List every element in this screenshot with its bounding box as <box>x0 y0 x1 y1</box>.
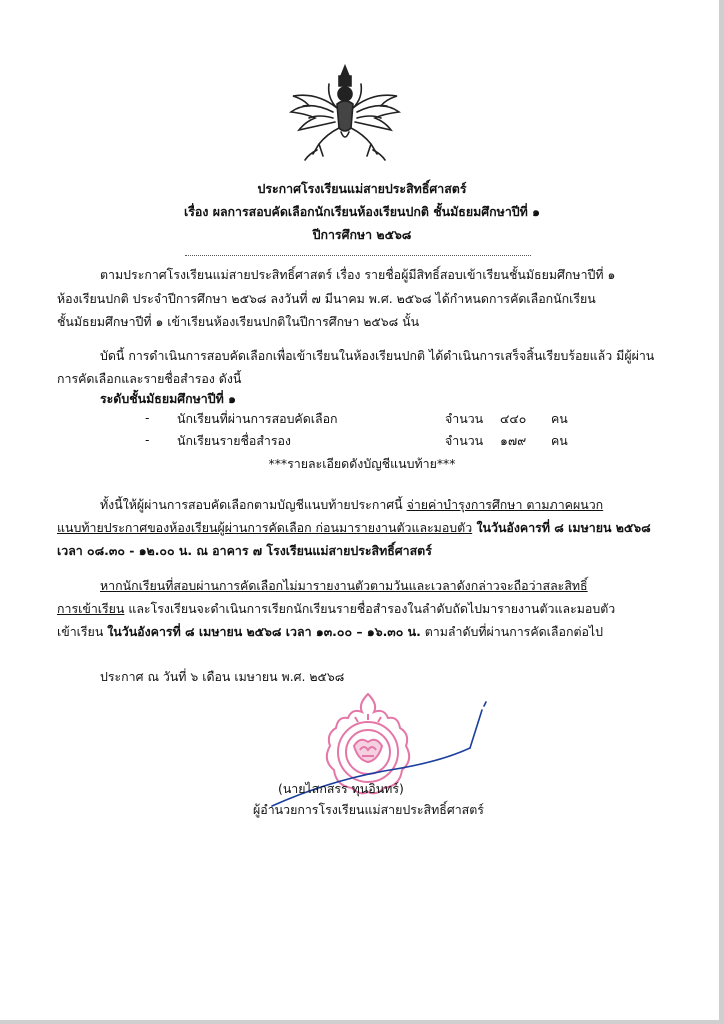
list-count-word: จำนวน <box>445 433 484 448</box>
para4-text: ตามลำดับที่ผ่านการคัดเลือกต่อไป <box>420 624 604 639</box>
para4-line3 <box>57 623 603 642</box>
announcement-title: ประกาศโรงเรียนแม่สายประสิทธิ์ศาสตร์ <box>257 181 467 196</box>
list-unit: คน <box>551 433 568 448</box>
details-note: ***รายละเอียดดังบัญชีแนบท้าย*** <box>268 456 456 471</box>
announce-date: ประกาศ ณ วันที่ ๖ เดือน เมษายน พ.ศ. ๒๕๖๘ <box>100 669 345 684</box>
para2-line2: การคัดเลือกและรายชื่อสำรอง ดังนี้ <box>57 371 242 386</box>
para4-date-bold: ในวันอังคารที่ ๘ เมษายน ๒๕๖๘ เวลา ๑๓.๐๐ – ๑๖.๓๐ น. <box>107 624 421 639</box>
para3-line1 <box>100 496 603 515</box>
header-divider <box>185 255 531 256</box>
para3-fee-underlined: จ่ายค่าบำรุงการศึกษา ตามภาคผนวก <box>406 497 604 512</box>
list-unit: คน <box>551 411 568 426</box>
scan-edge-right <box>719 0 724 1024</box>
para1-line3: ชั้นมัธยมศึกษาปีที่ ๑ เข้าเรียนห้องเรียนปกติในปีการศึกษา ๒๕๖๘ นั้น <box>57 314 420 329</box>
para1-line2: ห้องเรียนปกติ ประจำปีการศึกษา ๒๕๖๘ ลงวันที่ ๗ มีนาคม พ.ศ. ๒๕๖๘ ได้กำหนดการคัดเลือกนักเรียน <box>57 291 596 306</box>
signer-name: (นายไสกสรร ทุนอินทร์) <box>278 781 404 796</box>
list-dash: - <box>145 410 150 425</box>
list-label: นักเรียนรายชื่อสำรอง <box>177 433 291 448</box>
para1-line1: ตามประกาศโรงเรียนแม่สายประสิทธิ์ศาสตร์ เรื่อง รายชื่อผู้มีสิทธิ์สอบเข้าเรียนชั้นมัธยมศึกษาปีที่ ๑ <box>100 267 616 282</box>
list-count: ๔๔๐ <box>500 411 527 426</box>
para3-line3: เวลา ๐๘.๓๐ - ๑๒.๐๐ น. ณ อาคาร ๗ โรงเรียนแม่สายประสิทธิ์ศาสตร์ <box>57 543 432 558</box>
para2-line1: บัดนี้ การดำเนินการสอบคัดเลือกเพื่อเข้าเรียนในห้องเรียนปกติ ได้ดำเนินการเสร็จสิ้นเรียบร้อยแล้ว มีผู้ผ่าน <box>100 348 655 363</box>
garuda-emblem-icon <box>287 62 403 162</box>
signer-position: ผู้อำนวยการโรงเรียนแม่สายประสิทธิ์ศาสตร์ <box>253 802 484 817</box>
para4-enroll-underlined: การเข้าเรียน <box>57 601 125 616</box>
para3-line2 <box>57 519 651 538</box>
scan-edge-bottom <box>0 1020 724 1024</box>
para4-text: และโรงเรียนจะดำเนินการเรียกนักเรียนรายชื่อสำรองในลำดับถัดไปมารายงานตัวและมอบตัว <box>124 601 616 616</box>
list-count-word: จำนวน <box>445 411 484 426</box>
para3-report-underlined: แนบท้ายประกาศของห้องเรียนผู้ผ่านการคัดเลือก ก่อนมารายงานตัวและมอบตัว <box>57 520 473 535</box>
para3-text: ทั้งนี้ให้ผู้ผ่านการสอบคัดเลือกตามบัญชีแนบท้ายประกาศนี้ <box>100 497 407 512</box>
list-count: ๑๗๙ <box>500 433 527 448</box>
list-dash: - <box>145 432 150 447</box>
para4-text: เข้าเรียน <box>57 624 108 639</box>
level-heading: ระดับชั้นมัธยมศึกษาปีที่ ๑ <box>100 391 236 406</box>
para4-line1: หากนักเรียนที่สอบผ่านการคัดเลือกไม่มารายงานตัวตามวันและเวลาดังกล่าวจะถือว่าสละสิทธิ์ <box>100 578 588 593</box>
para4-line2 <box>57 600 615 619</box>
announcement-subject: เรื่อง ผลการสอบคัดเลือกนักเรียนห้องเรียนปกติ ชั้นมัธยมศึกษาปีที่ ๑ <box>184 204 540 219</box>
list-label: นักเรียนที่ผ่านการสอบคัดเลือก <box>177 411 338 426</box>
academic-year: ปีการศึกษา ๒๕๖๘ <box>312 227 412 242</box>
para3-date-bold: ในวันอังคารที่ ๘ เมษายน ๒๕๖๘ <box>472 520 651 535</box>
